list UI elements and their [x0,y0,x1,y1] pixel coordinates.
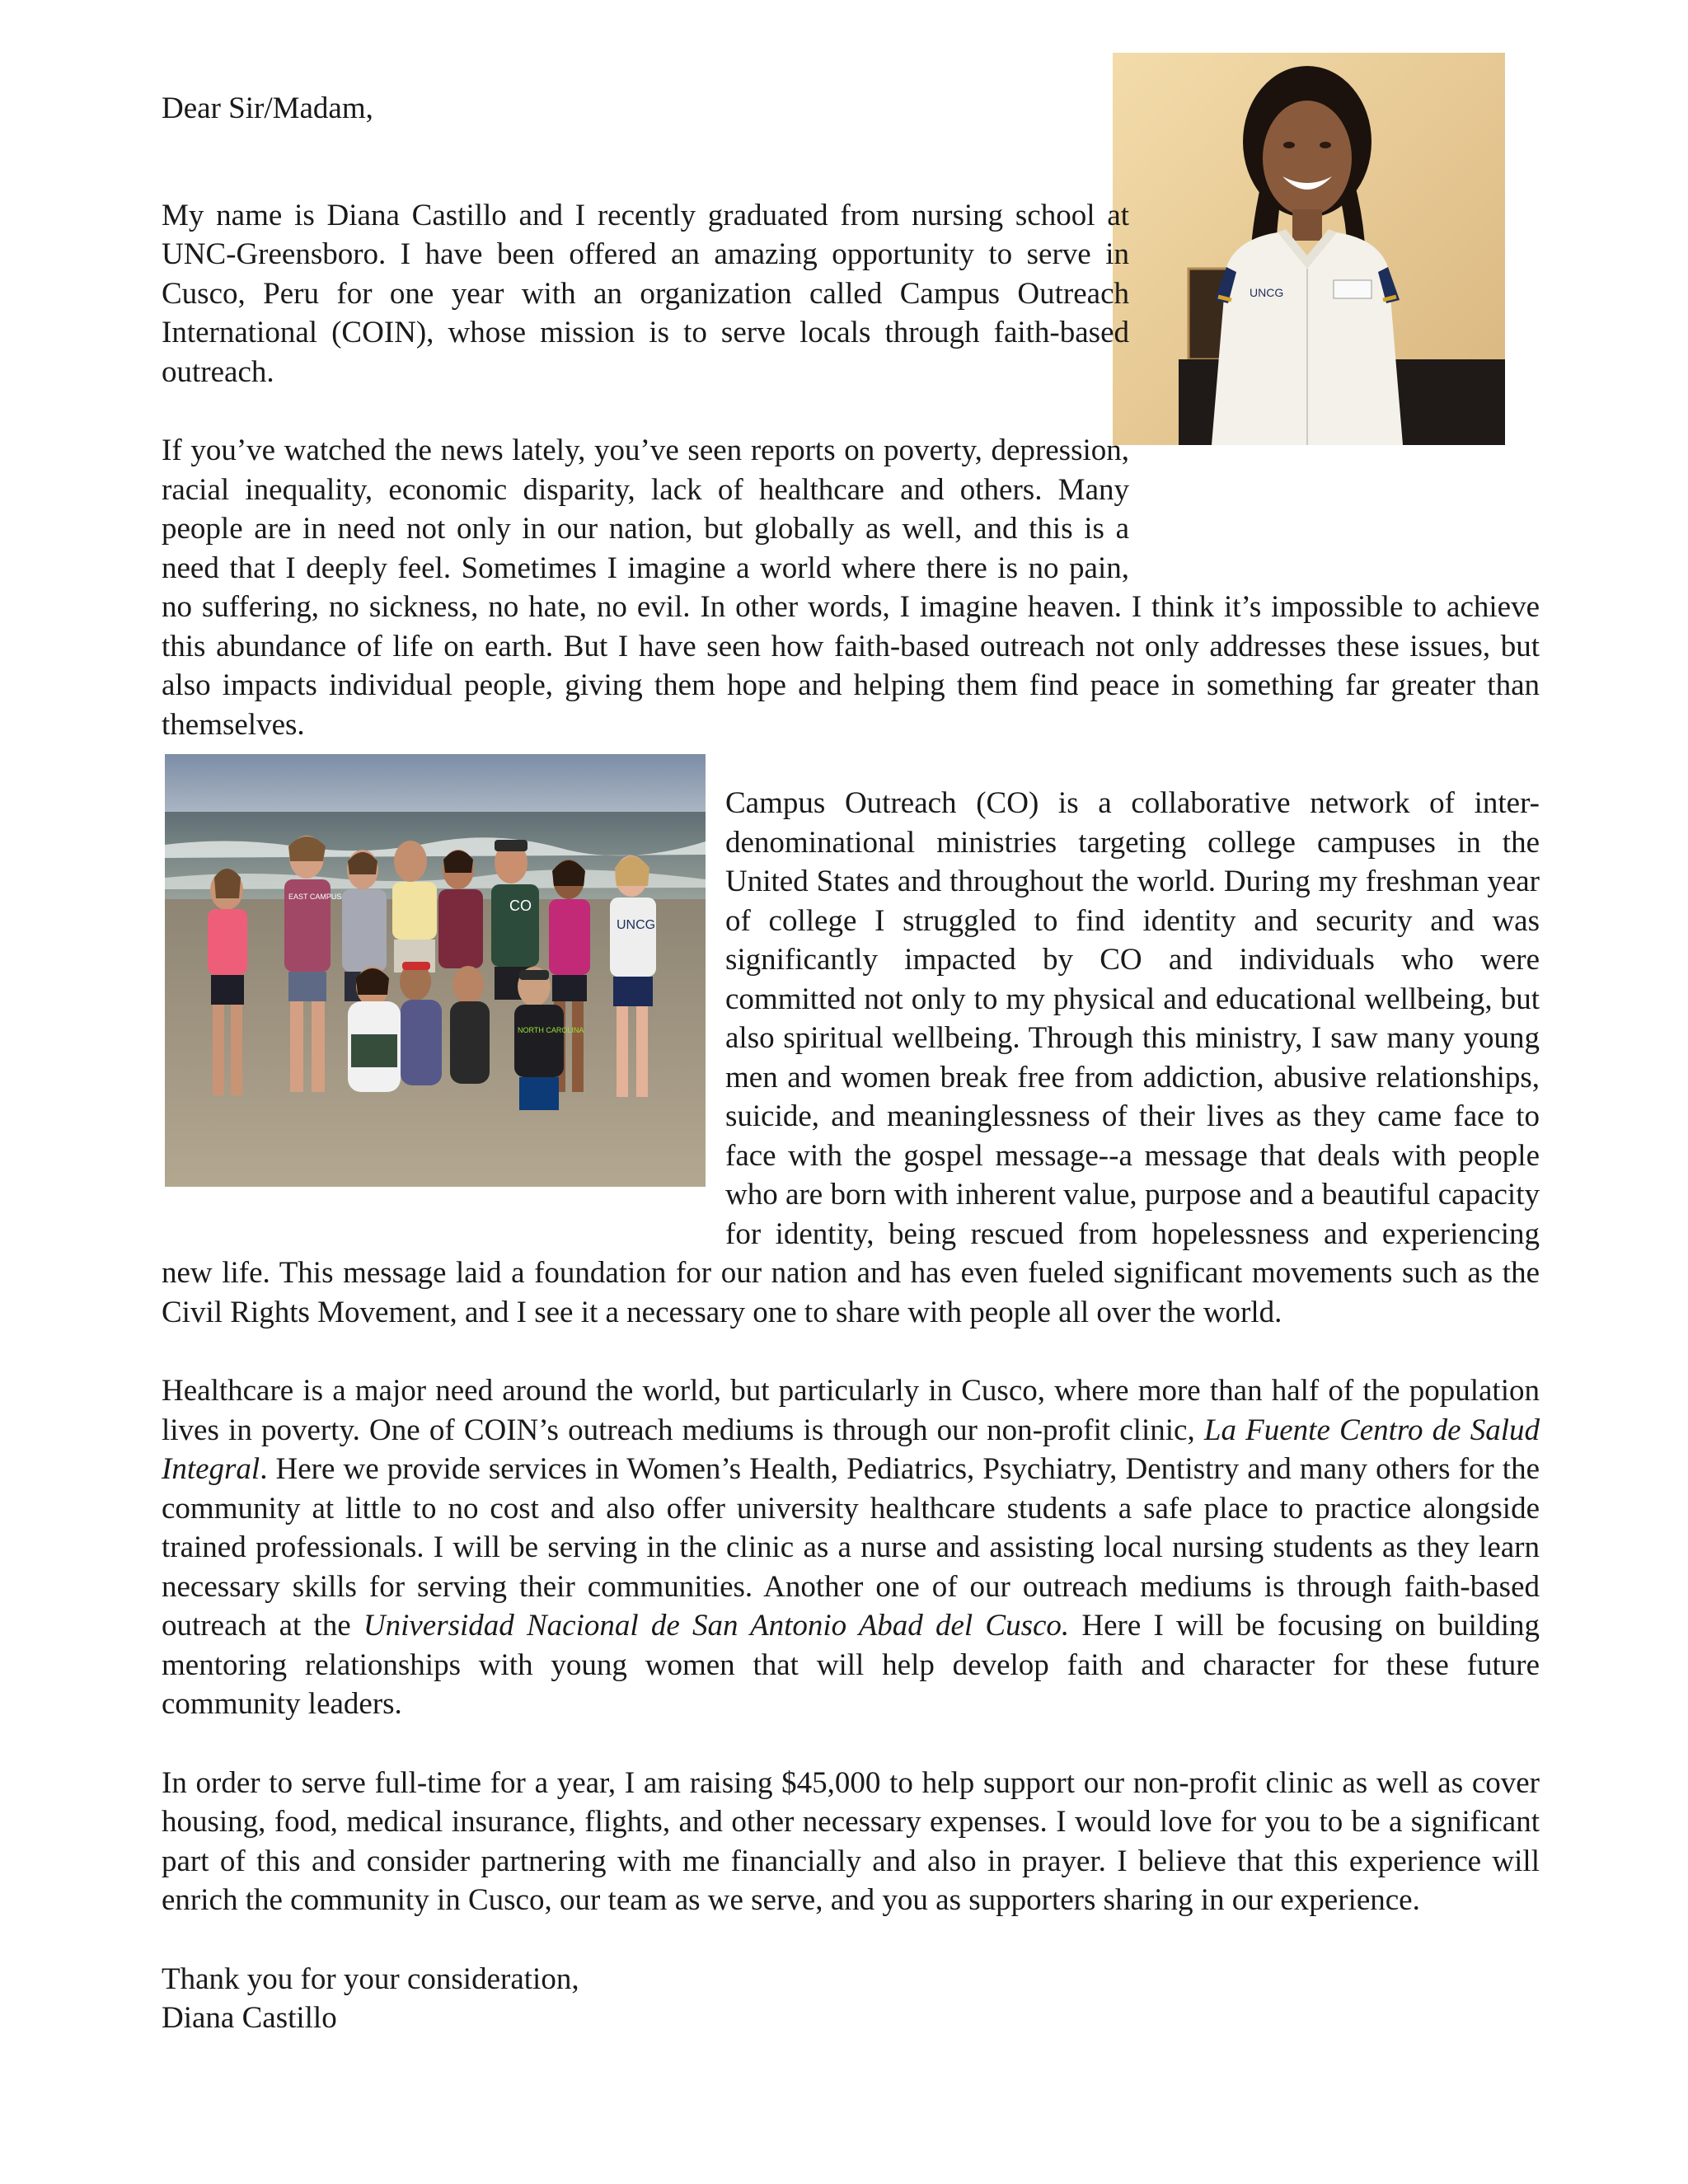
portrait-photo-spacer [1154,196,1540,559]
signoff [162,1960,1540,2038]
letter-body [162,89,1540,2038]
paragraph-healthcare-text-3: Here I will be focusing on building mentoring relationships with young women that will help develop faith and character for these future community leaders. [162,1609,1540,1721]
greeting: Dear Sir/Madam, [162,91,373,125]
closing: Thank you for your consideration, [162,1961,579,1996]
shirt-text-east-campus: EAST CAMPUS [288,893,342,901]
group-photo-spacer [162,784,702,1222]
clinic-name: La Fuente Centro de Salud Integral [162,1413,1540,1486]
university-name: Universidad Nacional de San Antonio Abad del Cusco. [363,1609,1070,1643]
paragraph-intro: My name is Diana Castillo and I recently graduated from nursing school at UNC-Greensboro. I have been offered an amazing opportunity to serve in Cusco, Peru for one year with an organization called Campus Outreach International (COIN), whose mission is to serve locals through faith-based outreach. [162,198,1129,389]
paragraph-healthcare-text-1: Healthcare is a major need around the world, but particularly in Cusco, where more than half of the population lives in poverty. One of COIN’s outreach mediums is through our non-profit clinic, [162,1374,1540,1447]
paragraph-news: If you’ve watched the news lately, you’ve seen reports on poverty, depression, racial inequality, economic disparity, lack of healthcare and others. Many people are in need not only in our nation, but globally as well, and this is a need that I deeply feel. Sometimes I imagine a world where there is no pain, no suffering, no sickness, no hate, no evil. In other words, I imagine heaven. I think it’s impossible to achieve this abundance of life on earth. But I have seen how faith-based outreach not only addresses these issues, but also impacts individual people, giving them hope and helping them find peace in something far greater than themselves. [162,434,1540,742]
shirt-text-uncg: UNCG [617,918,656,932]
paragraph-fundraising: In order to serve full-time for a year, I am raising $45,000 to help support our non-profit clinic as well as cover housing, food, medical insurance, flights, and other necessary expenses. I would love for you to be a significant part of this and consider partnering with me financially and also in prayer. I believe that this experience will enrich the community in Cusco, our team as we serve, and you as supporters sharing in our experience. [162,1765,1540,1917]
paragraph-healthcare [162,1371,1540,1724]
paragraph-healthcare-text-2: . Here we provide services in Women’s Health, Pediatrics, Psychiatry, Dentistry and many others for the community at little to no cost and also offer university healthcare students a safe place to practice alongside trained professionals. I will be serving in the clinic as a nurse and assisting local nursing students as they learn necessary skills for serving their communities. Another one of our outreach mediums is through faith-based outreach at the [162,1452,1540,1643]
signature: Diana Castillo [162,2001,337,2035]
scrub-logo-text: UNCG [1250,286,1284,299]
paragraph-campus-outreach: Campus Outreach (CO) is a collaborative network of inter-denominational ministries targeting college campuses in the United States and throughout the world. During my freshman year of college I struggled to find identity and security and was significantly impacted by CO and individuals who were committed not only to my physical and educational wellbeing, but also spiritual wellbeing. Through this ministry, I saw many young men and women break free from addiction, abusive relationships, suicide, and meaninglessness of their lives as they came face to face with the gospel message--a message that deals with people who are born with inherent value, purpose and a beautiful capacity for identity, being rescued from hopelessness and experiencing new life. This message laid a foundation for our nation and has even fueled significant movements such as the Civil Rights Movement, and I see it a necessary one to share with people all over the world. [162,786,1540,1329]
shirt-text-north-carolina: NORTH CAROLINA [518,1026,584,1034]
shirt-text-co: CO [509,898,532,914]
